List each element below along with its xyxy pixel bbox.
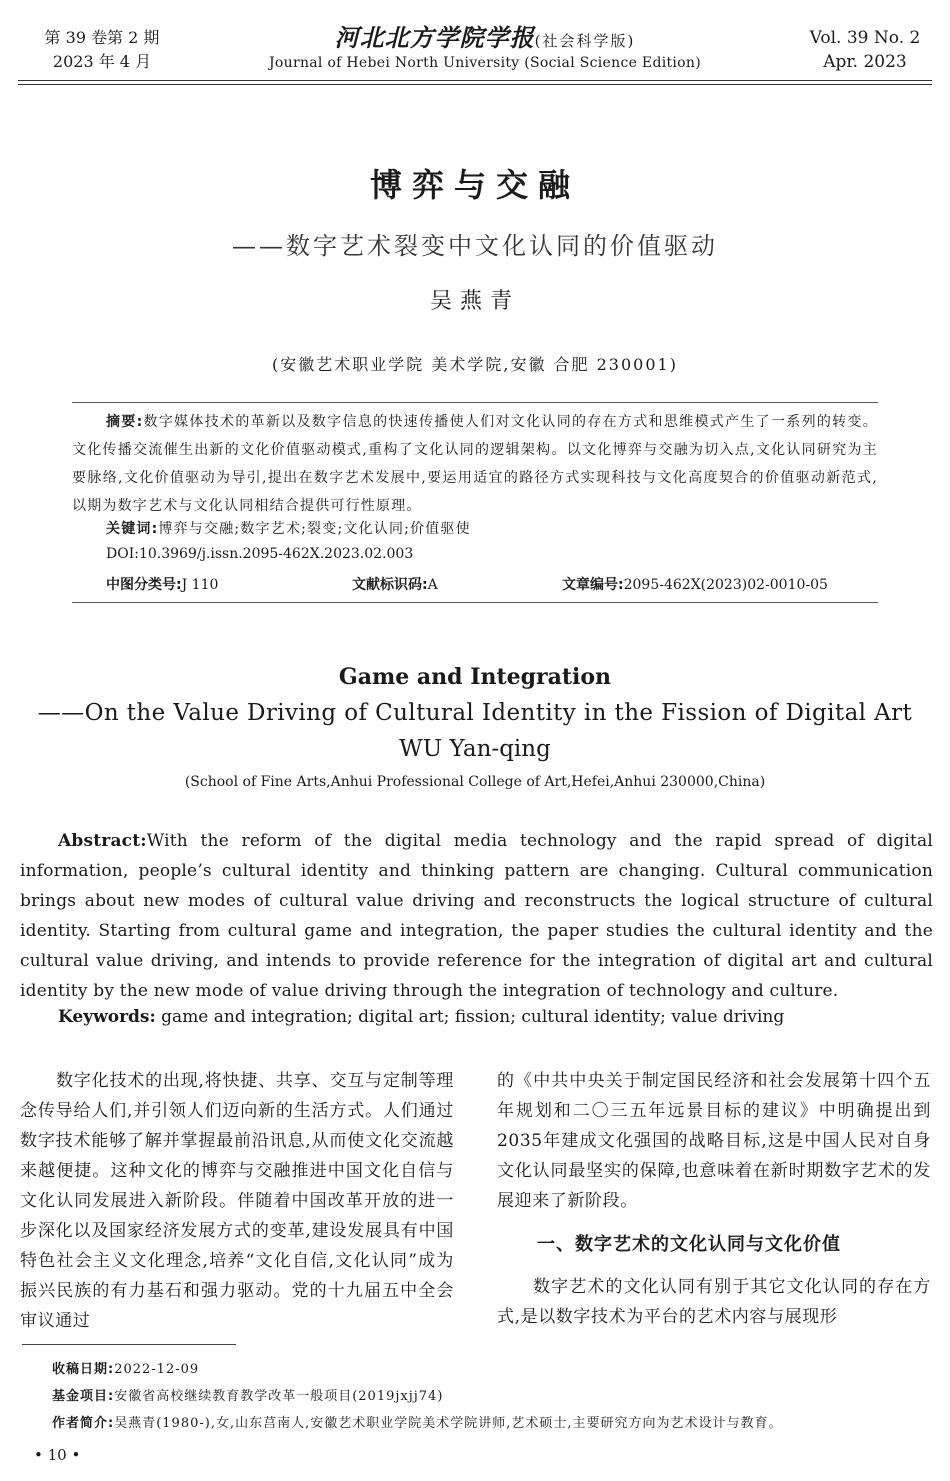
clc-number (106, 574, 218, 594)
footnote-fund-value: 安徽省高校继续教育教学改革一般项目(2019jxjj74) (114, 1389, 444, 1404)
header-volume-cn (22, 26, 182, 74)
english-subtitle: ——On the Value Driving of Cultural Identity in the Fission of Digital Art (37, 700, 913, 726)
header-rule-thin (18, 84, 932, 85)
footnote-author-label: 作者简介: (52, 1416, 115, 1431)
abstract-rule-top (72, 402, 878, 403)
abstract-cn (72, 408, 878, 520)
journal-edition-cn: (社会科学版) (534, 32, 636, 50)
body-paragraph-3: 数字艺术的文化认同有别于其它文化认同的存在方式,是以数字技术为平台的艺术内容与展现形 (497, 1277, 931, 1327)
keywords-en-label: Keywords: (58, 1007, 156, 1027)
keywords-cn-label: 关键词: (106, 521, 159, 537)
abstract-en-label: Abstract: (58, 831, 147, 851)
keywords-en-text: game and integration; digital art; fission; cultural identity; value driving (161, 1007, 785, 1027)
article-subtitle: ——数字艺术裂变中文化认同的价值驱动 (232, 232, 718, 260)
header-date-cn: 2023 年 4 月 (52, 52, 152, 71)
document-code-label: 文献标识码: (352, 577, 428, 593)
article-number-value: 2095-462X(2023)02-0010-05 (623, 577, 828, 593)
footnote-fund (52, 1385, 443, 1404)
abstract-cn-text: 数字媒体技术的革新以及数字信息的快速传播使人们对文化认同的存在方式和思维模式产生了一系列的转变。文化传播交流催生出新的文化价值驱动模式,重构了文化认同的逻辑架构。以文化博弈与交融为切入点,文化认同研究为主要脉络,文化价值驱动为导引,提出在数字艺术发展中,要运用适宜的路径方式实现科技与文化高度契合的价值驱动新范式,以期为数字艺术与文化认同相结合提供可行性原理。 (72, 414, 878, 514)
footnote-received-value: 2022-12-09 (114, 1362, 200, 1377)
body-paragraph-2: 的《中共中央关于制定国民经济和社会发展第十四个五年规划和二〇三五年远景目标的建议》中明确提出到2035年建成文化强国的战略目标,这是中国人民对自身文化认同最坚实的保障,也意味着在新时期数字艺术的发展迎来了新阶段。 (497, 1071, 931, 1211)
keywords-cn (106, 518, 471, 538)
journal-masthead (250, 18, 720, 71)
header-volume-issue-en: Vol. 39 No. 2 (809, 28, 921, 48)
keywords-cn-text: 博弈与交融;数字艺术;裂变;文化认同;价值驱使 (158, 521, 471, 537)
footnote-rule (22, 1344, 236, 1345)
page-number: • 10 • (34, 1446, 81, 1464)
footnote-author (52, 1412, 783, 1431)
journal-title-en: Journal of Hebei North University (Social Science Edition) (269, 55, 701, 71)
footnote-fund-label: 基金项目: (52, 1389, 115, 1404)
header-volume-issue: 第 39 卷第 2 期 (44, 28, 160, 47)
doi-value: 10.3969/j.issn.2095-462X.2023.02.003 (138, 546, 414, 562)
journal-name-cn: 河北北方学院学报 (334, 23, 535, 52)
abstract-cn-label: 摘要: (106, 414, 144, 430)
body-column-left (20, 1066, 454, 1336)
abstract-en (20, 826, 933, 1006)
document-code (352, 574, 438, 594)
header-rule-thick (18, 80, 932, 81)
document-code-value: A (427, 577, 438, 593)
header-volume-en (790, 26, 940, 74)
english-author: WU Yan-qing (399, 736, 551, 762)
body-column-right (497, 1066, 931, 1332)
article-number-label: 文章编号: (562, 577, 624, 593)
footnote-author-value: 吴燕青(1980-),女,山东莒南人,安徽艺术职业学院美术学院讲师,艺术硕士,主要研究方向为艺术设计与教育。 (114, 1416, 783, 1431)
article-author: 吴燕青 (429, 289, 520, 314)
abstract-rule-bottom (72, 602, 878, 603)
journal-title-cn (250, 18, 720, 53)
article-title: 博弈与交融 (369, 166, 580, 204)
doi-label: DOI: (106, 546, 139, 562)
doi (106, 546, 413, 562)
abstract-en-text: With the reform of the digital media technology and the rapid spread of digital information, people’s cultural identity and thinking pattern are changing. Cultural communication brings about new modes of cultural value driving and reconstructs the logical structure of cultural identity. Starting from cultural game and integration, the paper studies the cultural identity and the cultural value driving, and intends to provide reference for the integration of digital art and cultural identity by the new mode of value driving through the integration of technology and culture. (20, 831, 933, 1001)
header-date-en: Apr. 2023 (823, 52, 907, 72)
footnote-received-label: 收稿日期: (52, 1362, 115, 1377)
body-paragraph-1: 数字化技术的出现,将快捷、共享、交互与定制等理念传导给人们,并引领人们迈向新的生活方式。人们通过数字技术能够了解并掌握最前沿讯息,从而使文化交流越来越便捷。这种文化的博弈与交融推进中国文化自信与文化认同发展进入新阶段。伴随着中国改革开放的进一步深化以及国家经济发展方式的变革,建设发展具有中国特色社会主义文化理念,培养“文化自信,文化认同”成为振兴民族的有力基石和强力驱动。党的十九届五中全会审议通过 (20, 1071, 454, 1331)
clc-value: J 110 (181, 577, 219, 593)
clc-label: 中图分类号: (106, 577, 182, 593)
article-affiliation: (安徽艺术职业学院 美术学院,安徽 合肥 230001) (272, 355, 678, 374)
footnote-received (52, 1358, 199, 1377)
section-heading: 一、数字艺术的文化认同与文化价值 (537, 1234, 841, 1255)
english-affiliation: (School of Fine Arts,Anhui Professional College of Art,Hefei,Anhui 230000,China) (184, 774, 766, 790)
article-number (562, 574, 828, 594)
keywords-en (58, 1007, 784, 1027)
english-title: Game and Integration (338, 664, 612, 690)
